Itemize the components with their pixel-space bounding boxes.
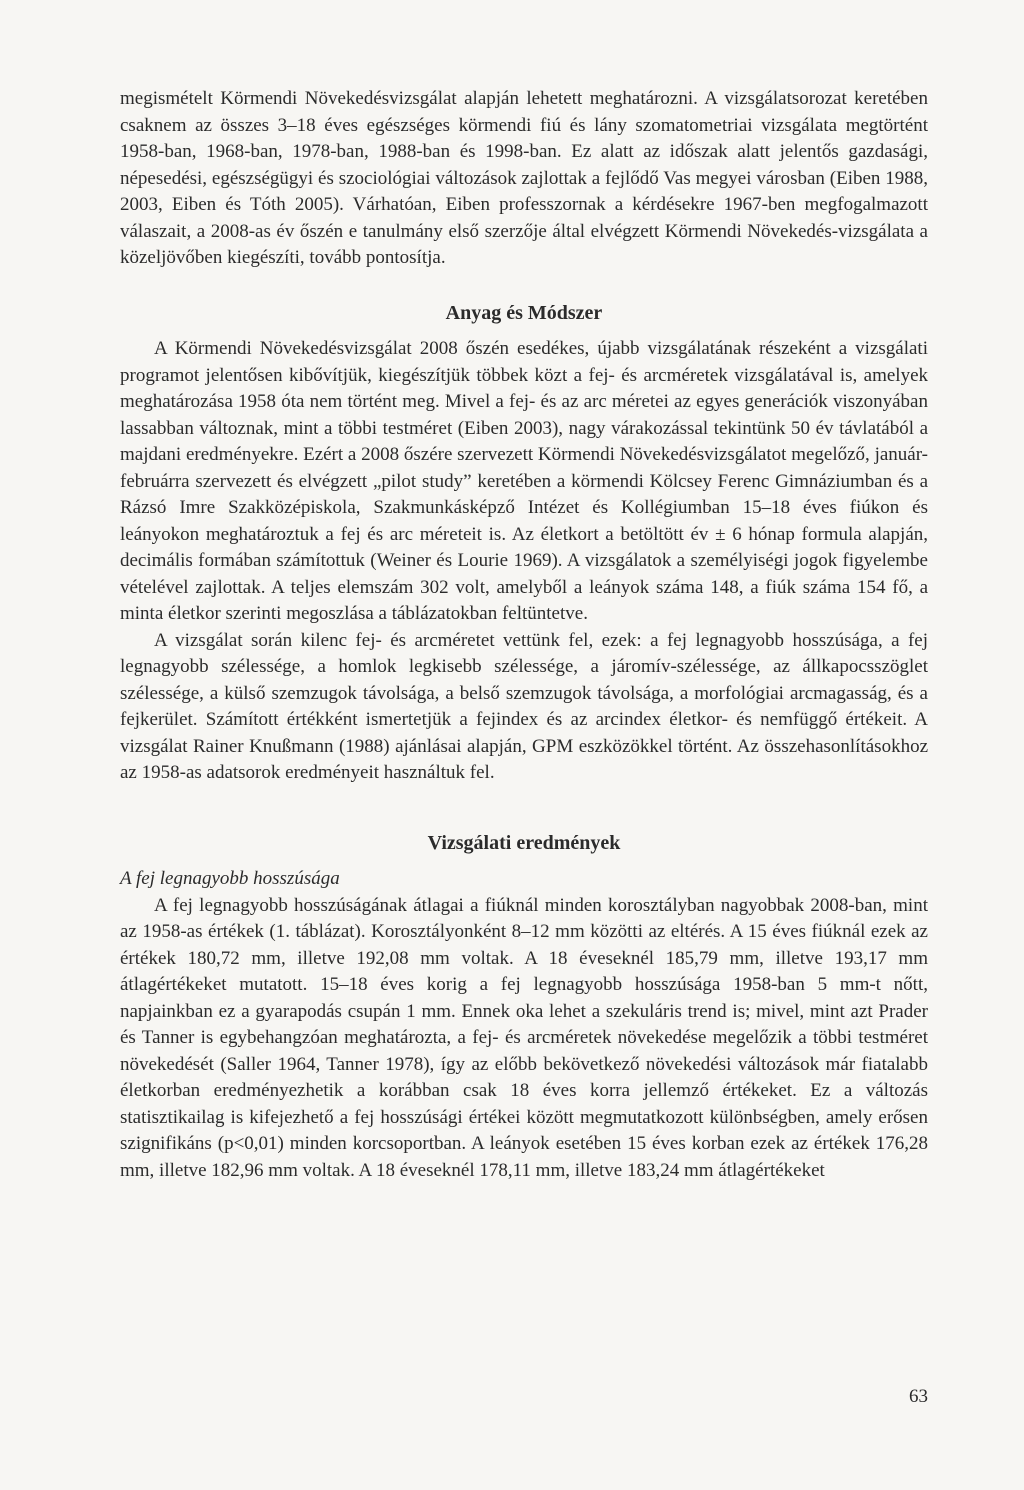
intro-paragraph: megismételt Körmendi Növekedésvizsgálat alapján lehetett meghatározni. A vizsgálatsorozat keretében csaknem az összes 3–18 éves egészséges körmendi fiú és lány szomatometriai vizsgálata megtörtént 1958-ban, 1968-ban, 1978-ban, 1988-ban és 1998-ban. Ez alatt az időszak alatt jelentős gazdasági, népesedési, egészségügyi és szociológiai változások zajlottak a fejlődő Vas megyei városban (Eiben 1988, 2003, Eiben és Tóth 2005). Várhatóan, Eiben professzornak a kérdésekre 1967-ben megfogalmazott válaszait, a 2008-as év őszén e tanulmány első szerzője által elvégzett Körmendi Növekedés-vizsgálata a közeljövőben kiegészíti, tovább pontosítja. [120, 88, 928, 268]
results-subheading: A fej legnagyobb hosszúsága [120, 868, 340, 889]
methods-section-title: Anyag és Módszer [445, 301, 603, 324]
methods-paragraph-2: A vizsgálat során kilenc fej- és arcméretet vettünk fel, ezek: a fej legnagyobb hosszúsága, a fej legnagyobb szélessége, a homlok legkisebb szélessége, a járomív-szélessége, az állkapocsszöglet szélessége, a külső szemzugok távolsága, a belső szemzugok távolsága, a morfológiai arcmagasság, és a fejkerület. Számított értékként ismertetjük a fejindex és az arcindex életkor- és nemfüggő értékeit. A vizsgálat Rainer Knußmann (1988) ajánlásai alapján, GPM eszközökkel történt. Az összehasonlításokhoz az 1958-as adatsorok eredményeit használtuk fel. [120, 629, 928, 783]
page-number: 63 [909, 1386, 928, 1407]
results-section-title: Vizsgálati eredmények [427, 831, 621, 854]
methods-paragraph-1: A Körmendi Növekedésvizsgálat 2008 őszén esedékes, újabb vizsgálatának részeként a vizsgálati programot jelentősen kibővítjük, kiegészítjük többek közt a fej- és arcméretek vizsgálatával is, amelyek meghatározása 1958 óta nem történt meg. Mivel a fej- és az arc méretei az egyes generációk viszonyában lassabban változnak, mint a többi testméret (Eiben 2003), nagy várakozással tekintünk 50 év távlatából a majdani eredményekre. Ezért a 2008 őszére szervezett Körmendi Növekedésvizsgálatot megelőző, január-februárra szervezett és elvégzett „pilot study” keretében a körmendi Kölcsey Ferenc Gimnáziumban és a Rázsó Imre Szakközépiskola, Szakmunkásképző Intézet és Kollégiumban 15–18 éves fiúkon és leányokon meghatároztuk a fej és arc méreteit is. Az életkort a betöltött év ± 6 hónap formula alapján, decimális formában számítottuk (Weiner és Lourie 1969). A vizsgálatok a személyiségi jogok figyelembe vételével zajlottak. A teljes elemszám 302 volt, amelyből a leányok száma 148, a fiúk száma 154 fő, a minta életkor szerinti megoszlása a táblázatokban feltüntetve. [120, 338, 928, 624]
page-content [120, 86, 928, 1184]
results-paragraph: A fej legnagyobb hosszúságának átlagai a fiúknál minden korosztályban nagyobbak 2008-ban, mint az 1958-as értékek (1. táblázat). Korosztályonként 8–12 mm közötti az eltérés. A 15 éves fiúknál ezek az értékek 180,72 mm, illetve 192,08 mm voltak. A 18 éveseknél 185,79 mm, illetve 193,17 mm átlagértékeket mutatott. 15–18 éves korig a fej legnagyobb hosszúsága 1958-ban 5 mm-t nőtt, napjainkban ez a gyarapodás csupán 1 mm. Ennek oka lehet a szekuláris trend is; mivel, mint azt Prader és Tanner is egybehangzóan meghatározta, a fej- és arcméretek növekedése megelőzik a többi testméret növekedését (Saller 1964, Tanner 1978), így az előbb bekövetkező növekedési változások már fiatalabb életkorban eredményezhetik a korábban csak 18 éves korra jellemző értékeket. Ez a változás statisztikailag is kifejezhető a fej hosszúsági értékei között megmutatkozott különbségben, amely erősen szignifikáns (p<0,01) minden korcsoportban. A leányok esetében 15 éves korban ezek az értékek 176,28 mm, illetve 182,96 mm voltak. A 18 éveseknél 178,11 mm, illetve 183,24 mm átlagértékeket [120, 894, 928, 1181]
